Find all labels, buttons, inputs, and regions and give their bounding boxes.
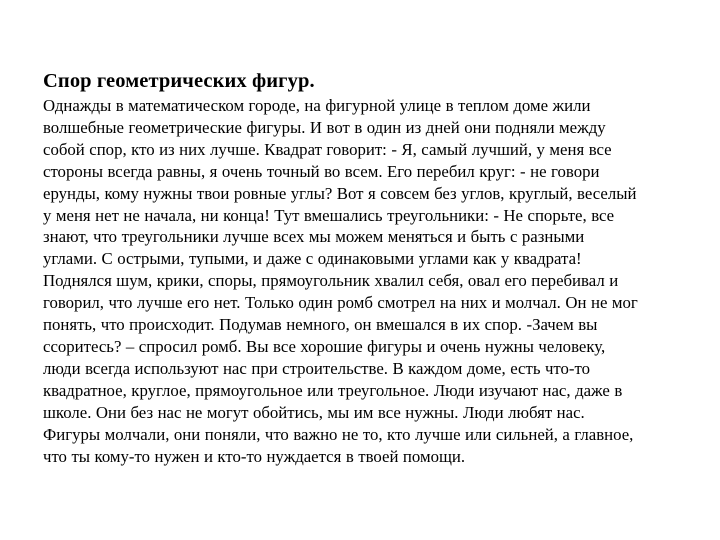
story-line: знают, что треугольники лучше всех мы можем меняться и быть с разными [43, 227, 585, 247]
story-title: Спор геометрических фигур. [43, 70, 315, 92]
text-block [43, 68, 683, 467]
story-line: школе. Они без нас не могут обойтись, мы им все нужны. Люди любят нас. [43, 402, 585, 422]
story-line: ссоритесь? – спросил ромб. Вы все хорошие фигуры и очень нужны человеку, [43, 336, 606, 356]
story-line: Фигуры молчали, они поняли, что важно не то, кто лучше или сильней, а главное, [43, 424, 634, 444]
story-line: квадратное, круглое, прямоугольное или треугольное. Люди изучают нас, даже в [43, 380, 623, 400]
story-line: волшебные геометрические фигуры. И вот в один из дней они подняли между [43, 117, 606, 137]
story-line: Поднялся шум, крики, споры, прямоугольник хвалил себя, овал его перебивал и [43, 271, 619, 291]
story-line: у меня нет не начала, ни конца! Тут вмешались треугольники: - Не спорьте, все [43, 205, 615, 225]
story-line: Однажды в математическом городе, на фигурной улице в теплом доме жили [43, 96, 591, 115]
story-line: понять, что происходит. Подумав немного, он вмешался в их спор. -Зачем вы [43, 315, 598, 335]
story-line: собой спор, кто из них лучше. Квадрат говорит: - Я, самый лучший, у меня все [43, 139, 612, 159]
story-line: люди всегда используют нас при строительстве. В каждом доме, есть что-то [43, 358, 591, 378]
story-line: говорил, что лучше его нет. Только один ромб смотрел на них и молчал. Он не мог [43, 293, 638, 313]
story-line: углами. С острыми, тупыми, и даже с одинаковыми углами как у квадрата! [43, 249, 582, 269]
story-line: что ты кому-то нужен и кто-то нуждается в твоей помощи. [43, 446, 466, 466]
story-line: стороны всегда равны, я очень точный во всем. Его перебил круг: - не говори [43, 161, 600, 181]
story-body [43, 95, 683, 467]
story-line: ерунды, кому нужны твои ровные углы? Вот я совсем без углов, круглый, веселый [43, 183, 637, 203]
